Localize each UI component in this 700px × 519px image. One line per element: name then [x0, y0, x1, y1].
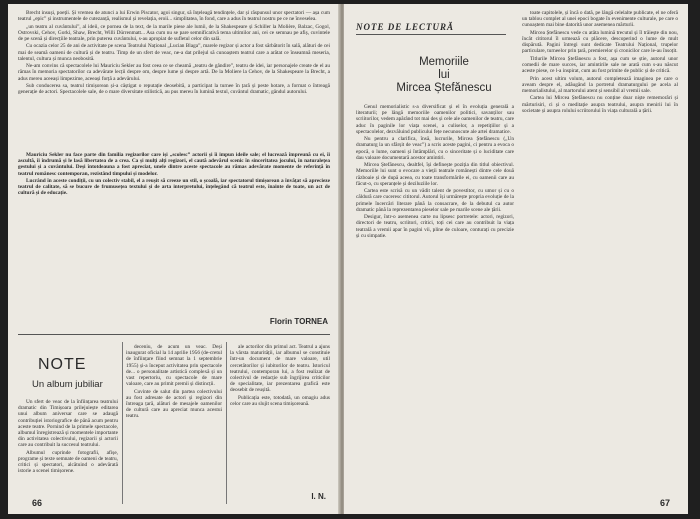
- paragraph: Ne-am convins că spectacolele lui Mauriciu Sekler au fost ceea ce se cheamă „teatru de gândire”, teatru de idei, iar personajele create de el au rămas în memoria spectatorilor ca adevărate lecții despre om, despre lume și despre artă. De la Moliere la Cehov, de la Shakespeare la Brecht, a adus mereu aceeași limpezime, aceeași forță a adevărului.: [18, 63, 330, 82]
- right-page: [344, 4, 688, 514]
- paragraph: Cu ocazia celor 25 de ani de activitate pe scena Teatrului Național „Lucian Blaga”, marele regizor și actor a fost sărbătorit în sală, alături de cei mai de seamă oameni de cultură și de teatru. Timp de un sfert de veac, ne-a dat prilejul să cunoaștem teatrul care a arătat ce înseamnă meseria, talentul, cultura și munca neobosită.: [18, 43, 330, 62]
- section-divider: [18, 334, 330, 335]
- paragraph: Mauriciu Sekler nu face parte din familia regizorilor care iși „scolesc” actorii și îi impun ideile sale; el lucrează împreună cu ei, îi ascultă, îi îndrumă și le lasă libertatea de a crea. Ca și mulți alți regizori, el caută adevărul scenic în sinceritatea jocului, în naturalețea gestului și a cuvântului. Deși întotdeauna a fost apreciat, unele dintre aceste spectacole au rămas adevărate momente de referință în teatrul românesc contemporan, rezistând timpului și modelor.: [18, 152, 330, 177]
- paragraph: toate capitolele, și încă o dată, pe lângă celelalte publicate, el ne oferă un tablou complet al unei epoci bogate în evenimente culturale, pe care o cunoaștem mai bine datorită unor asemenea mărturii.: [522, 10, 678, 29]
- column-divider: [226, 342, 227, 504]
- paragraph: Publicația este, totodată, un omagiu adus celor care au slujit scena timișoreană.: [230, 394, 330, 408]
- paragraph: Cartea este scrisă cu un vădit talent de povestitor, cu umor și cu o căldură care cuceresc cititorul. Autorul își urmărește propria evoluție de la primele încercări literare până la consacrare, de la debutul ca autor dramatic până la reprezentarea pieselor sale pe marile scene ale țării.: [356, 188, 514, 213]
- paragraph: Nu pentru a clarifica, însă, lucrurile, Mircea Ștefănescu („Un dramaturg la un sfârșit de veac”) a scris aceste pagini, ci pentru a evoca o epocă, o lume, oameni și întâmplări, cu o sinceritate și o luciditate care dau valoare documentară acestor amintiri.: [356, 136, 514, 161]
- column-divider: [122, 342, 123, 504]
- note-signature: I. N.: [311, 492, 326, 501]
- paragraph: Prin acest ultim volum, autorul completează imaginea pe care o aveam despre el, adăugând la portretul dramaturgului pe acela al memorialistului, al martorului atent și sensibil al vremii sale.: [522, 75, 678, 94]
- header-underline: [356, 34, 506, 35]
- paragraph: Albumul cuprinde fotografii, afișe, programe și texte semnate de oameni de teatru, critici și spectatori, alcătuind o adevărată istorie a scenei timișorene.: [18, 449, 118, 475]
- title-line: lui: [438, 69, 450, 81]
- note-subtitle: Un album jubiliar: [32, 379, 103, 390]
- paragraph: Genul memorialistic s-a diversificat și el în evoluția generală a literaturii; pe lângă memoriile oamenilor politici, savanților sau scriitorilor, vedem apărând tot mai des și cele ale oamenilor de teatru, care aduc în paginile lor viața scenei, a culiselor, a repetițiilor și a spectacolelor, dezvăluind publicului fețe necunoscute ale artei dramatice.: [356, 104, 514, 135]
- paragraph: Un sfert de veac de la înființarea teatrului dramatic din Timișoara prilejuiește editarea unui album aniversar care se adaugă contribuției istoriografice de până acum pentru aceste teatre. Pornind de la primele spectacole, albumul înregistrează și momentele importante din activitatea colectivului, regizorii și actorii care au contribuit la succesul teatrului.: [18, 399, 118, 449]
- note-column-1: [18, 399, 118, 504]
- paragraph: Mircea Ștefănescu vede cu atâta lumină trecutul și îl trăiește din nou, încât cititorul îl urmează cu plăcere, descoperind o lume de mult dispărută. Pagini întregi sunt dedicate Teatrului Național, trupelor particulare, turneelor prin țară, premierelor și cronicilor care le-au însoțit.: [522, 29, 678, 55]
- left-page: [8, 4, 340, 514]
- article-signature: Florin TORNEA: [269, 317, 328, 326]
- paragraph: Mircea Ștefănescu, dealtfel, își definește poziția din titlul obiectivul. Memoriile lui sunt o evocare a vieții teatrale românești dintre cele două războaie și de după aceea, cu toate transformările ei, cu oamenii care au făcut-o, cu speranțele și deziluziile lor.: [356, 162, 514, 187]
- paragraph: Desigur, într-o asemenea carte nu lipsesc portretele: actori, regizori, directori de teatru, scriitori, critici, toți cei care au contribuit la viața teatrală a vremii apar în pagini vii, pline de culoare, conturați cu precizie și cu simpatie.: [356, 214, 514, 239]
- left-top-text: [18, 10, 330, 148]
- page-number-right: 67: [659, 498, 670, 508]
- paragraph: Titlurile Mircea Ștefănescu a fost, așa cum se știe, autorul unor comedii de mare succes, iar amintirile sale ne arată cum s-au născut aceste piese, ce l-a inspirat, cum au fost primite de public și de critică.: [522, 55, 678, 75]
- paragraph: deceniu, de acum un veac. Deși inaugurat oficial la 14 aprilie 1956 (de-cretul de înființare fiind semnat la 1 septembrie 1955) și-a început activitatea prin spectacole de... o personalitate artistică complexă și un vast repertoriu, cu spectacole de mare valoare, care au primit premii și distincții.: [126, 344, 222, 388]
- section-header: NOTE DE LECTURĂ: [356, 22, 455, 32]
- paragraph: Sub conducerea sa, teatrul timișorean și-a câștigat o reputație deosebită, a participat la turnee în țară și peste hotare, a format o întreagă generație de actori. Spectacolele sale, de o mare diversitate stilistică, au pus mereu în lumină textul, cuvântul dramatic, gândul autorului.: [18, 82, 330, 96]
- page-number-left: 66: [32, 498, 43, 508]
- right-column-2: [522, 10, 678, 488]
- paragraph: Cuvinte de salut din partea colectivului au fost adresate de actori și regizori din întreaga țară, alături de mesajele oamenilor de cultură care au apreciat munca acestui teatru.: [126, 388, 222, 420]
- article-title: [374, 56, 514, 95]
- right-column-1: [356, 104, 514, 499]
- paragraph: „un teatru al cuvântului”, al ideii, ce pornea de la text, de la marile piese ale lumii, de la Shakespeare și Schiller la Molière, Balzac, Gogol, Ostrovski, Cehov, Gorki, Shaw, Brecht, Willi Dürrenmatt... Asa cum nu se pare semnificativă tema ultimilor ani, cei ce semnau pe afiș, cuvintele de pe scenă și direcțiile teatrale, prin puterea cuvântului, s-au apropiat de sufletul celor din sală.: [18, 23, 330, 42]
- left-bold-text: [18, 152, 330, 304]
- title-line: Mircea Ștefănescu: [396, 82, 492, 94]
- paragraph: ale actorilor din primul act. Teatrul a ajuns la vârsta maturității, iar albumul se constituie într-un document de mare valoare, util cercetătorilor și iubitorilor de teatru. Istoricul teatrului, contemporan lui, a fost realizat de colectivul de redacție sub îngrijirea criticilor de specialitate, iar prezentarea grafică este deosebit de reușită.: [230, 344, 330, 394]
- paragraph: Cartea lui Mircea Ștefănescu nu conține doar niște rememorări și mărturisiri, ci și o meditație asupra teatrului, asupra menirii lui în societate și asupra rolului scriitorului în viața culturală a țării.: [522, 95, 678, 114]
- paragraph: Brecht insuși, poeții. Și vremea de atunci a lui Erwin Piscator, agoi singur, să înțeleagă tendințele, dar și răspunsul unor spectatori — așa cum teatrul „epic” și instrumentele de cutezanță, realismul și revelația, eroii... simplitatea, în fond, care a adus în teatrul nostru pe ce ne înveselea.: [18, 10, 330, 23]
- paragraph: Lucrând în aceste condiții, cu un colectiv stabil, el a reușit să creeze un stil, o școală, iar spectatorul timișorean a învățat să aprecieze teatrul de calitate, să se bucure de frumusețea textului și de arta interpretului, înțelegând că teatrul este, înainte de toate, un act de cultură și de educație.: [18, 178, 330, 197]
- note-column-3: [230, 344, 330, 489]
- note-title: NOTE: [38, 356, 87, 373]
- note-column-2: [126, 344, 222, 506]
- title-line: Memoriile: [419, 56, 469, 68]
